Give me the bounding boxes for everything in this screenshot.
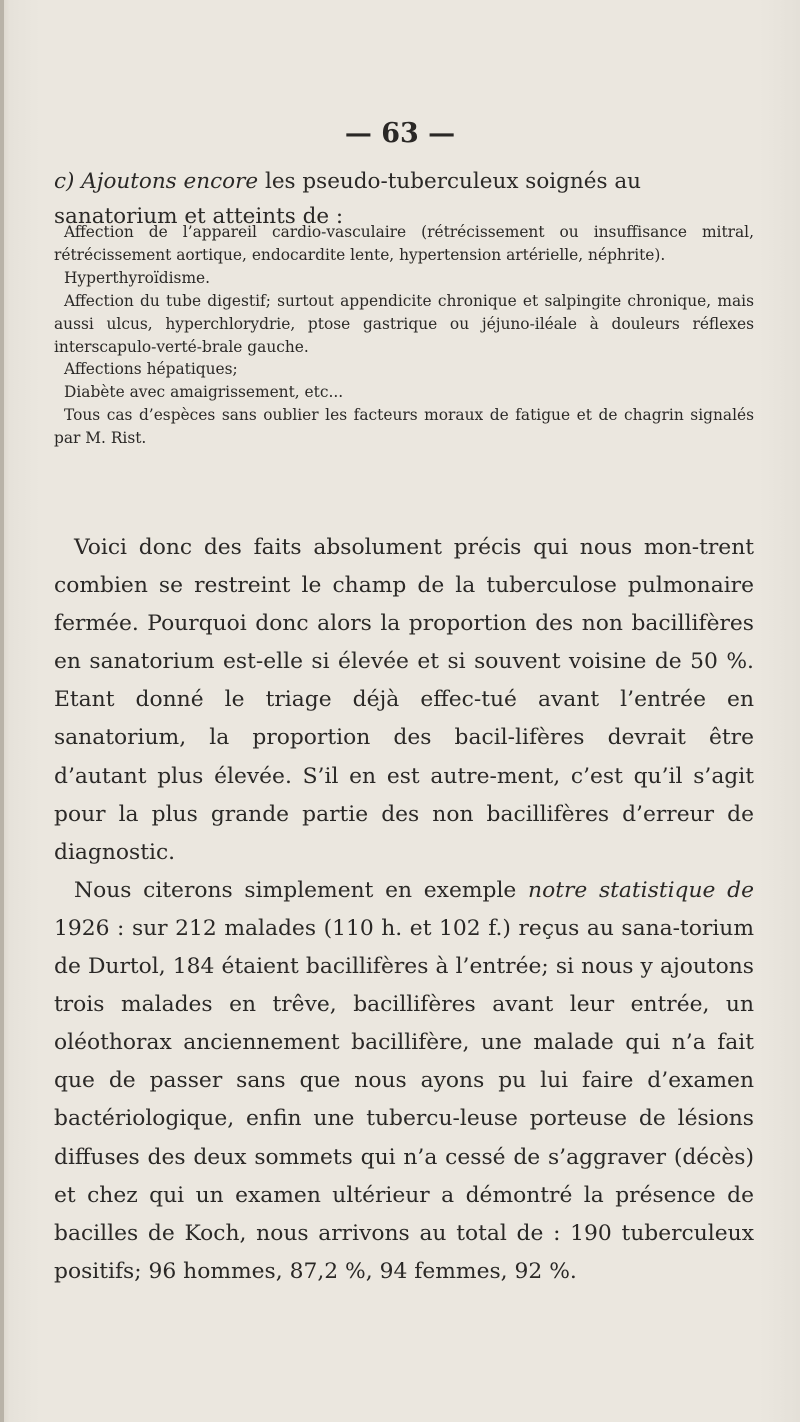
paragraph-2 — [54, 872, 754, 1291]
paragraph-2-emphasis: notre statistique de — [528, 877, 754, 903]
list-item: Hyperthyroïdisme. — [64, 268, 211, 287]
main-text — [54, 529, 754, 1291]
list-item: Diabète avec amaigrissement, etc... — [64, 383, 344, 402]
condition-list — [54, 221, 754, 450]
intro-rest: les pseudo-tuberculeux soignés au sanatorium et atteints de : — [54, 169, 642, 229]
list-item: Affection de l’appareil cardio-vasculaire (rétrécissement ou insuffisance mitral, rétrécissement aortique, endocardite lente, hypertension artérielle, néphrite). — [54, 223, 754, 264]
list-item: Affection du tube digestif; surtout appendicite chronique et salpingite chronique, mais aussi ulcus, hyperchlorydrie, ptose gastrique ou jéjuno-iléale à douleurs réflexes interscapulo-verté-brale gauche. — [54, 291, 754, 356]
list-item: Tous cas d’espèces sans oublier les facteurs moraux de fatigue et de chagrin signalés par M. Rist. — [54, 406, 754, 448]
intro-lead: c) Ajoutons encore — [54, 169, 259, 194]
paragraph-1: Voici donc des faits absolument précis qui nous mon-trent combien se restreint le champ de la tuberculose pulmonaire fermée. Pourquoi donc alors la proportion des non bacillifères en sanatorium est-elle si élevée et si souvent voisine de 50 %. Etant donné le triage déjà effec-tué avant l’entrée en sanatorium, la proportion des bacil-lifères devrait être d’autant plus élevée. S’il en est autre-ment, c’est qu’il s’agit pour la plus grande partie des non bacillifères d’erreur de diagnostic. — [54, 535, 754, 865]
list-item: Affections hépatiques; — [64, 360, 238, 379]
page-spine-shadow — [0, 0, 4, 1422]
paragraph-2-before: Nous citerons simplement en exemple — [74, 877, 529, 903]
page-number: — 63 — — [344, 118, 456, 149]
paragraph-2-after: 1926 : sur 212 malades (110 h. et 102 f.) reçus au sana-torium de Durtol, 184 étaient bacillifères à l’entrée; si nous y ajoutons trois malades en trêve, bacillifères avant leur entrée, un oléothorax anciennement bacillifère, une malade qui n’a fait que de passer sans que nous ayons pu lui faire d’examen bactériologique, enfin une tubercu-leuse porteuse de lésions diffuses des deux sommets qui n’a cessé de s’aggraver (décès) et chez qui un examen ultérieur a démontré la présence de bacilles de Koch, nous arrivons au total de : 190 tuberculeux positifs; 96 hommes, 87,2 %, 94 femmes, 92 %. — [54, 915, 754, 1284]
